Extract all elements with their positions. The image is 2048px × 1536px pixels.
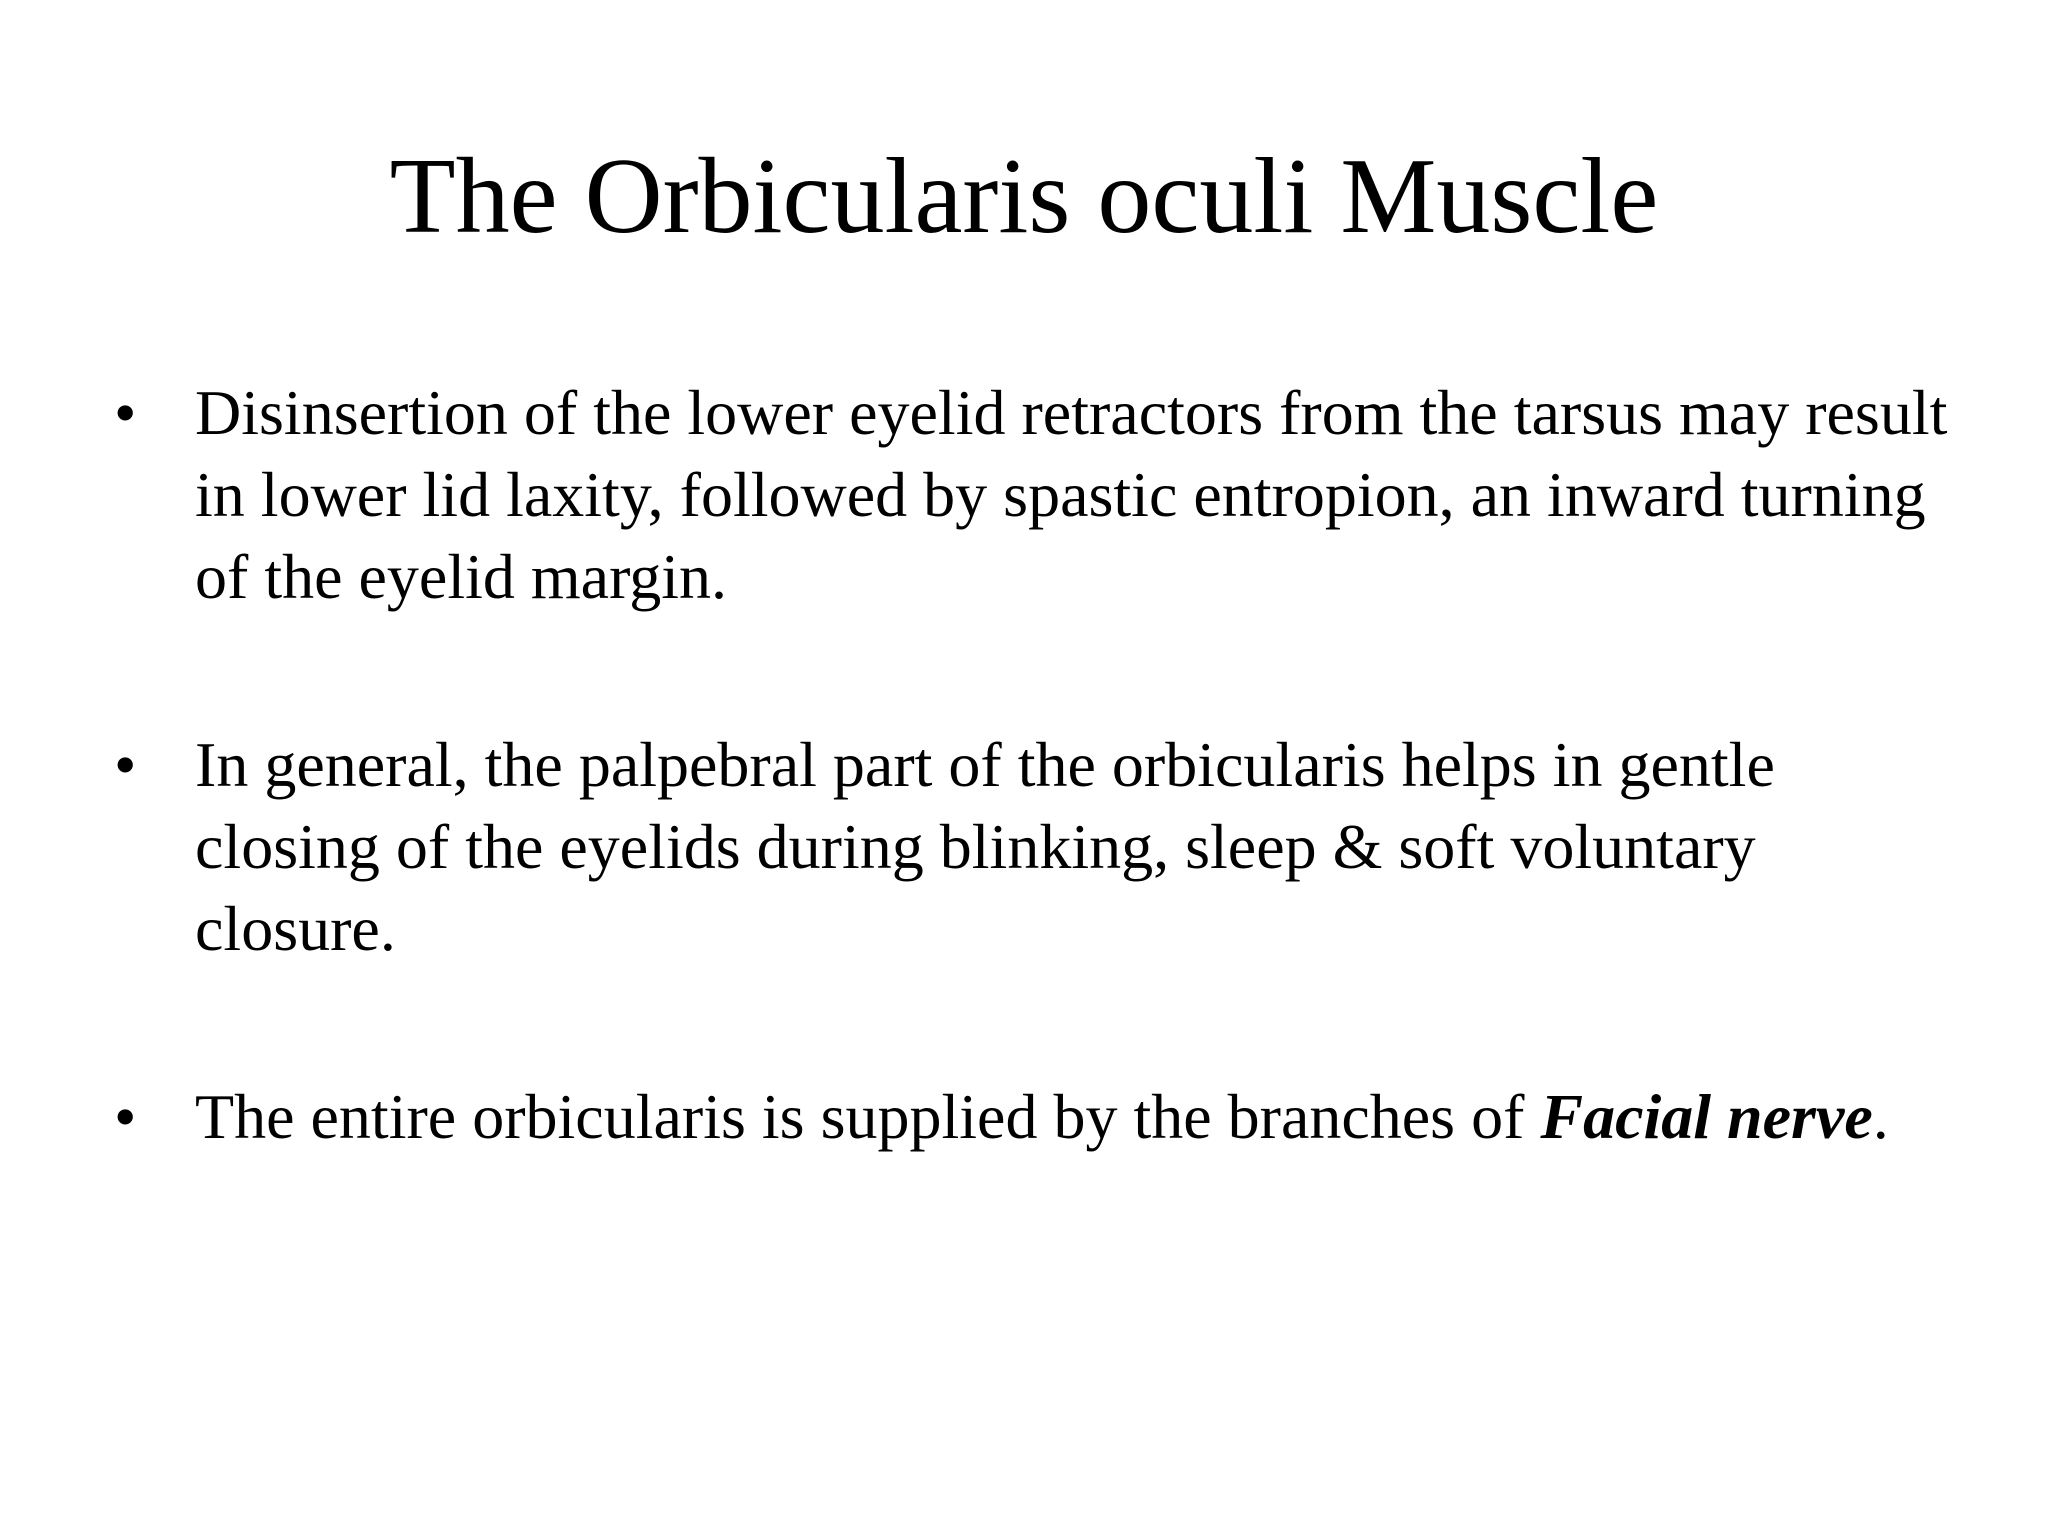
bullet-text: Disinsertion of the lower eyelid retractors from the tarsus may result in lower lid laxity, followed by spastic entropion, an inward turning of the eyelid margin. — [195, 377, 1948, 612]
facial-nerve-emphasis: Facial nerve — [1540, 1081, 1873, 1152]
bullet-text: In general, the palpebral part of the orbicularis helps in gentle closing of the eyelids during blinking, sleep & soft voluntary closure. — [195, 729, 1775, 964]
bullet-item-retractors — [0, 372, 2048, 618]
slide-title: The Orbicularis oculi Muscle — [389, 137, 1659, 256]
bullet-text-after: . — [1872, 1081, 1889, 1152]
bullet-text — [195, 1076, 1968, 1158]
bullet-marker: • — [114, 1081, 137, 1152]
bullet-marker: • — [114, 377, 137, 448]
bullet-item-palpebral — [0, 724, 2048, 970]
bullet-marker: • — [114, 729, 137, 800]
bullet-item-nerve-supply — [0, 1076, 2048, 1158]
bullet-list — [0, 372, 2048, 1158]
bullet-text-before: The entire orbicularis is supplied by the branches of — [195, 1081, 1541, 1152]
